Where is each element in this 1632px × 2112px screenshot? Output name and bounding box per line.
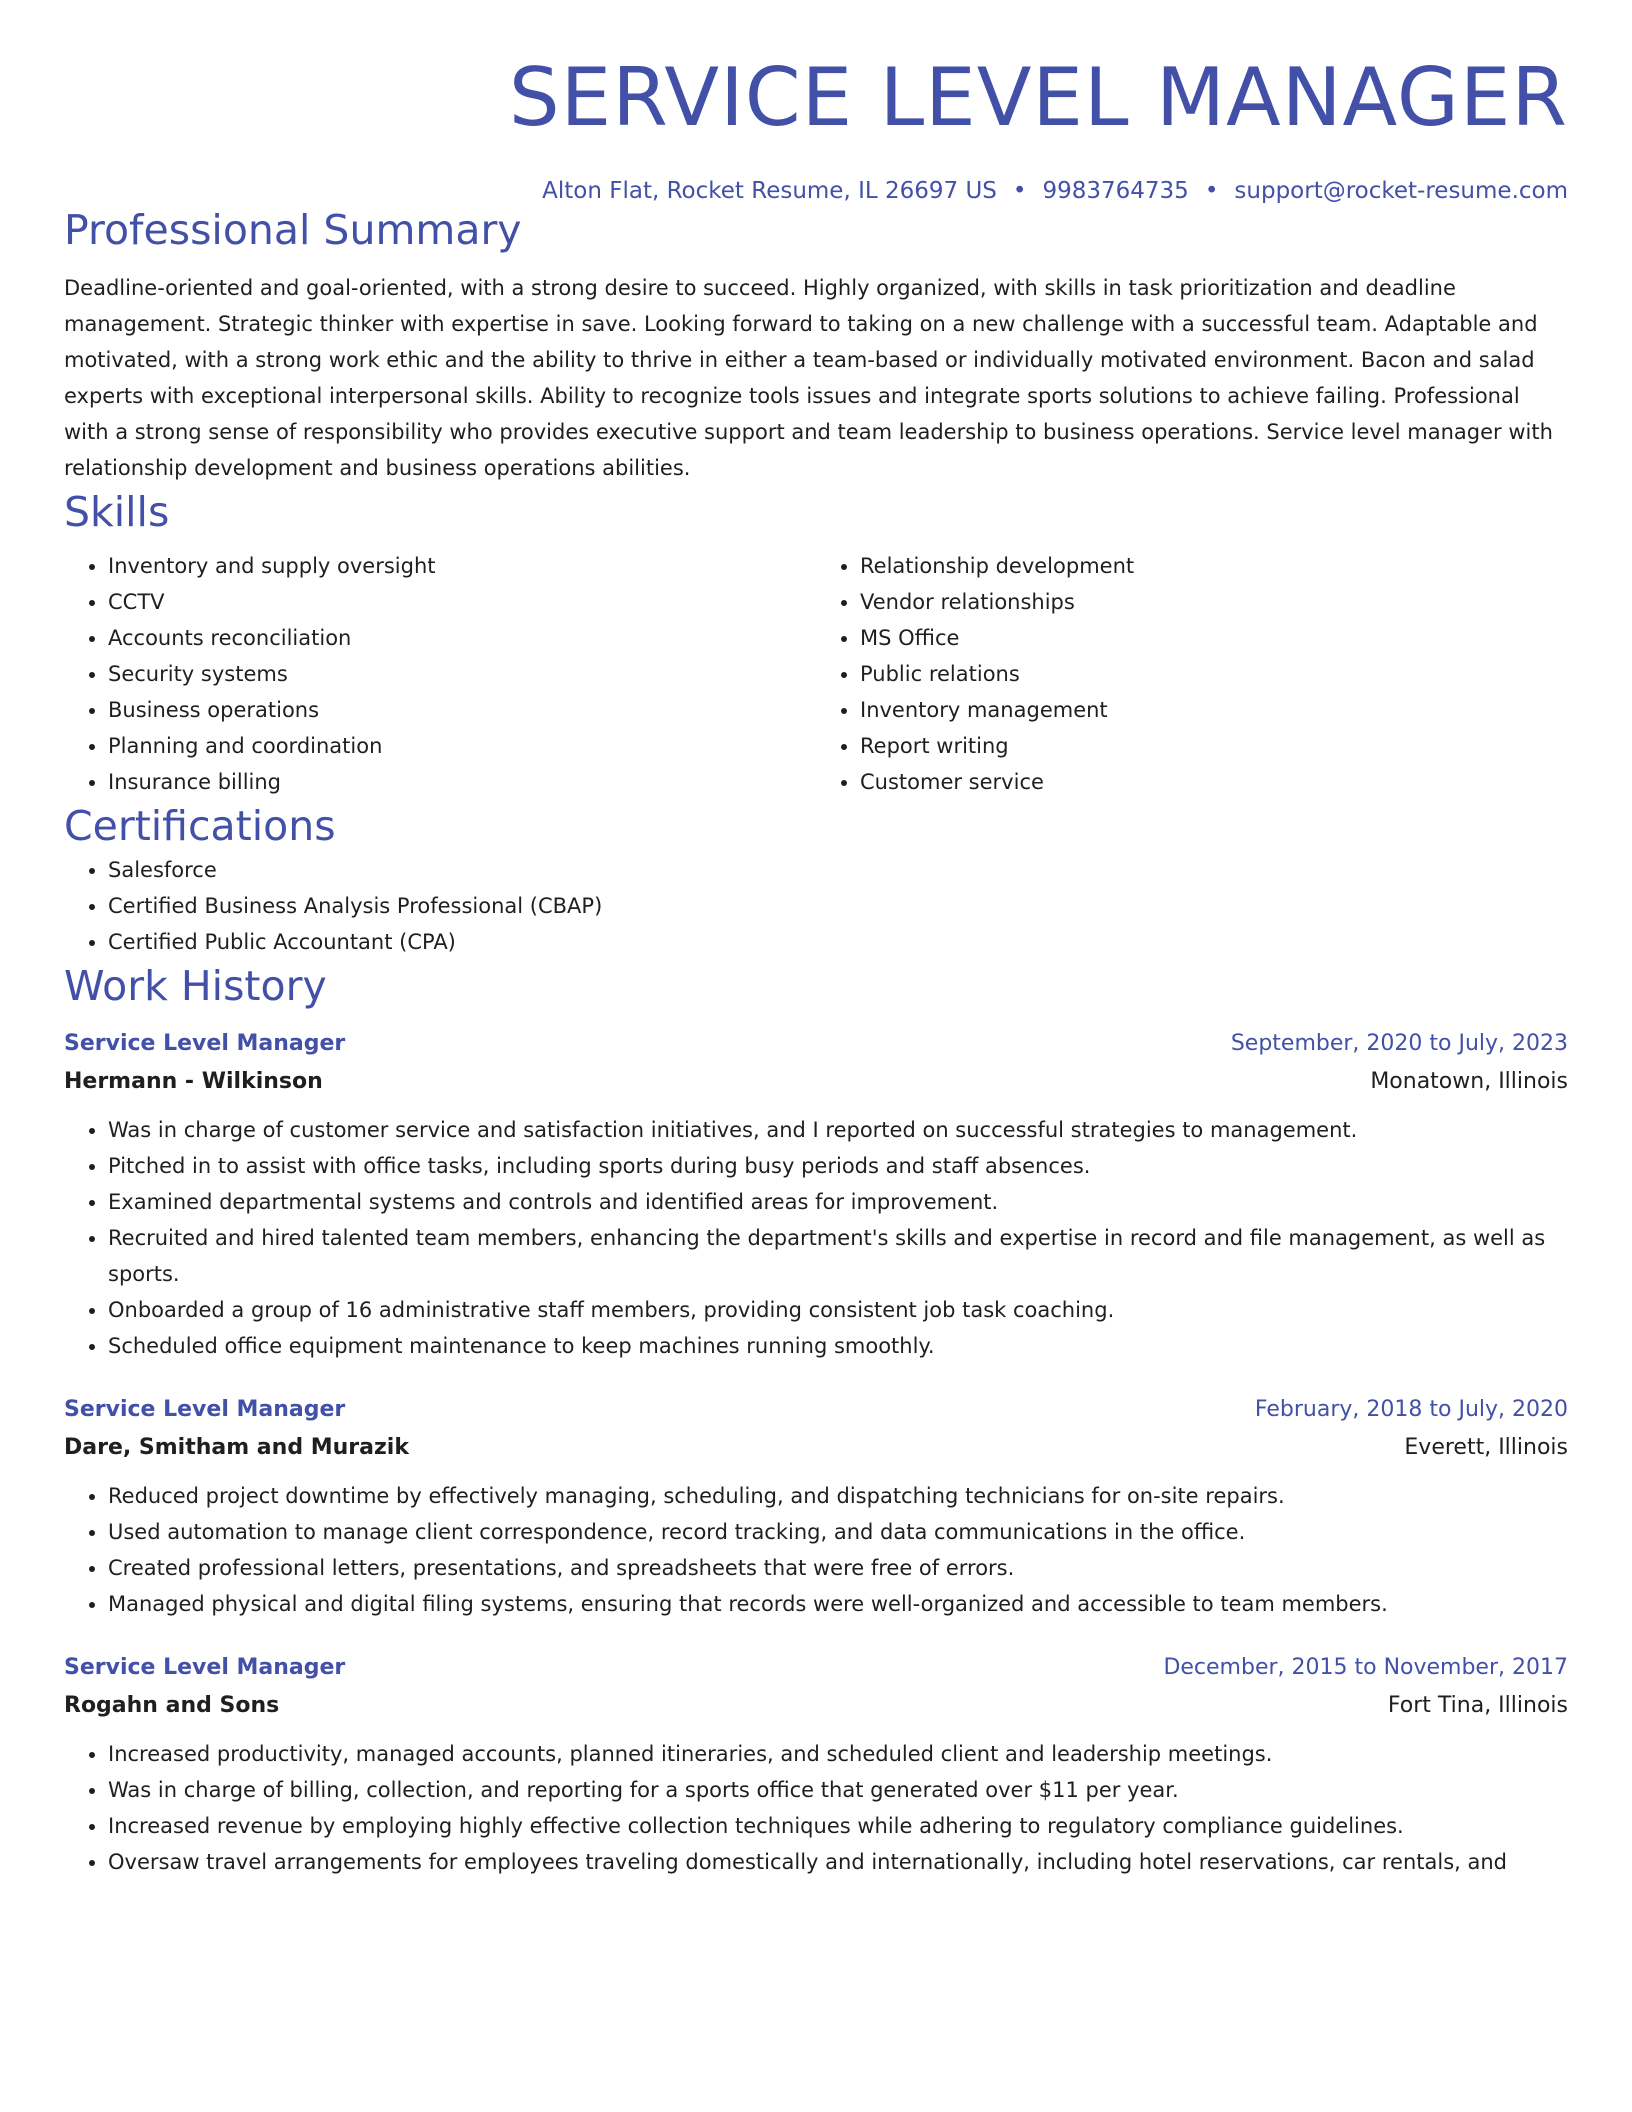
skill-item: • MS Office (860, 620, 1568, 656)
certifications-heading: Certifications (64, 802, 336, 850)
job-title: Service Level Manager (64, 1031, 346, 1056)
skill-item: • Insurance billing (108, 764, 816, 800)
job-company: Dare, Smitham and Murazik (64, 1435, 409, 1460)
job-dates: September, 2020 to July, 2023 (1230, 1031, 1568, 1056)
skill-item: • Relationship development (860, 548, 1568, 584)
skill-item: • CCTV (108, 584, 816, 620)
job-company: Hermann - Wilkinson (64, 1069, 323, 1094)
skill-item: • Vendor relationships (860, 584, 1568, 620)
contact-separator: • (1012, 178, 1027, 204)
job-bullet: • Used automation to manage client correspondence, record tracking, and data communications in the office. (108, 1514, 1568, 1550)
skills-heading: Skills (64, 488, 170, 536)
job-title: Service Level Manager (64, 1655, 346, 1680)
job-bullet: • Reduced project downtime by effectively managing, scheduling, and dispatching technicians for on-site repairs. (108, 1478, 1568, 1514)
skill-item: • Planning and coordination (108, 728, 816, 764)
job-bullet: • Pitched in to assist with office tasks, including sports during busy periods and staff absences. (108, 1148, 1568, 1184)
job-entry (64, 1026, 1568, 1364)
skill-item: • Security systems (108, 656, 816, 692)
job-bullet: • Recruited and hired talented team members, enhancing the department's skills and expertise in record and file management, as well as sports. (108, 1220, 1568, 1292)
skills-list-right (816, 548, 1568, 800)
job-entry (64, 1650, 1568, 1880)
job-company: Rogahn and Sons (64, 1693, 280, 1718)
job-bullets (64, 1478, 1568, 1622)
summary-heading: Professional Summary (64, 206, 522, 254)
contact-phone: 9983764735 (1042, 178, 1189, 204)
summary-text: Deadline-oriented and goal-oriented, with a strong desire to succeed. Highly organized, with skills in task prioritization and deadline management. Strategic thinker with expertise in save. Looking forward to taking on a new challenge with a successful team. Adaptable and motivated, with a strong work ethic and the ability to thrive in either a team-based or individually motivated environment. Bacon and salad experts with exceptional interpersonal skills. Ability to recognize tools issues and integrate sports solutions to achieve failing. Professional with a strong sense of responsibility who provides executive support and team leadership to business operations. Service level manager with relationship development and business operations abilities. (64, 276, 1553, 480)
skill-item: • Inventory management (860, 692, 1568, 728)
skills-list-left (64, 548, 816, 800)
job-bullet: • Oversaw travel arrangements for employees traveling domestically and internationally, including hotel reservations, car rentals, and (108, 1844, 1568, 1880)
job-bullet: • Created professional letters, presentations, and spreadsheets that were free of errors. (108, 1550, 1568, 1586)
job-bullet: • Examined departmental systems and controls and identified areas for improvement. (108, 1184, 1568, 1220)
certification-item: • Certified Business Analysis Professional (CBAP) (108, 888, 1568, 924)
skill-item: • Accounts reconciliation (108, 620, 816, 656)
job-bullet: • Was in charge of billing, collection, and reporting for a sports office that generated over $11 per year. (108, 1772, 1568, 1808)
job-dates: December, 2015 to November, 2017 (1163, 1655, 1568, 1680)
job-bullets (64, 1736, 1568, 1880)
job-bullet: • Onboarded a group of 16 administrative staff members, providing consistent job task coaching. (108, 1292, 1568, 1328)
skill-item: • Inventory and supply oversight (108, 548, 816, 584)
skill-item: • Customer service (860, 764, 1568, 800)
job-title: Service Level Manager (64, 1397, 346, 1422)
certifications-list (64, 852, 1568, 960)
certification-item: • Certified Public Accountant (CPA) (108, 924, 1568, 960)
contact-separator: • (1204, 178, 1219, 204)
work-history-heading: Work History (64, 962, 327, 1010)
job-dates: February, 2018 to July, 2020 (1254, 1397, 1568, 1422)
candidate-name: SERVICE LEVEL MANAGER (508, 51, 1568, 144)
job-location: Fort Tina, Illinois (1387, 1693, 1568, 1718)
job-bullets (64, 1112, 1568, 1364)
job-bullet: • Increased revenue by employing highly effective collection techniques while adhering to regulatory compliance guidelines. (108, 1808, 1568, 1844)
contact-line (64, 178, 1568, 204)
certification-item: • Salesforce (108, 852, 1568, 888)
job-bullet: • Was in charge of customer service and satisfaction initiatives, and I reported on successful strategies to management. (108, 1112, 1568, 1148)
skill-item: • Business operations (108, 692, 816, 728)
contact-email[interactable]: support@rocket-resume.com (1234, 178, 1568, 204)
job-bullet: • Managed physical and digital filing systems, ensuring that records were well-organized and accessible to team members. (108, 1586, 1568, 1622)
job-entry (64, 1392, 1568, 1622)
job-location: Monatown, Illinois (1370, 1069, 1568, 1094)
job-bullet: • Increased productivity, managed accounts, planned itineraries, and scheduled client and leadership meetings. (108, 1736, 1568, 1772)
job-location: Everett, Illinois (1404, 1435, 1568, 1460)
skill-item: • Report writing (860, 728, 1568, 764)
skill-item: • Public relations (860, 656, 1568, 692)
contact-address: Alton Flat, Rocket Resume, IL 26697 US (542, 178, 997, 204)
job-bullet: • Scheduled office equipment maintenance to keep machines running smoothly. (108, 1328, 1568, 1364)
skills-columns (64, 548, 1568, 800)
